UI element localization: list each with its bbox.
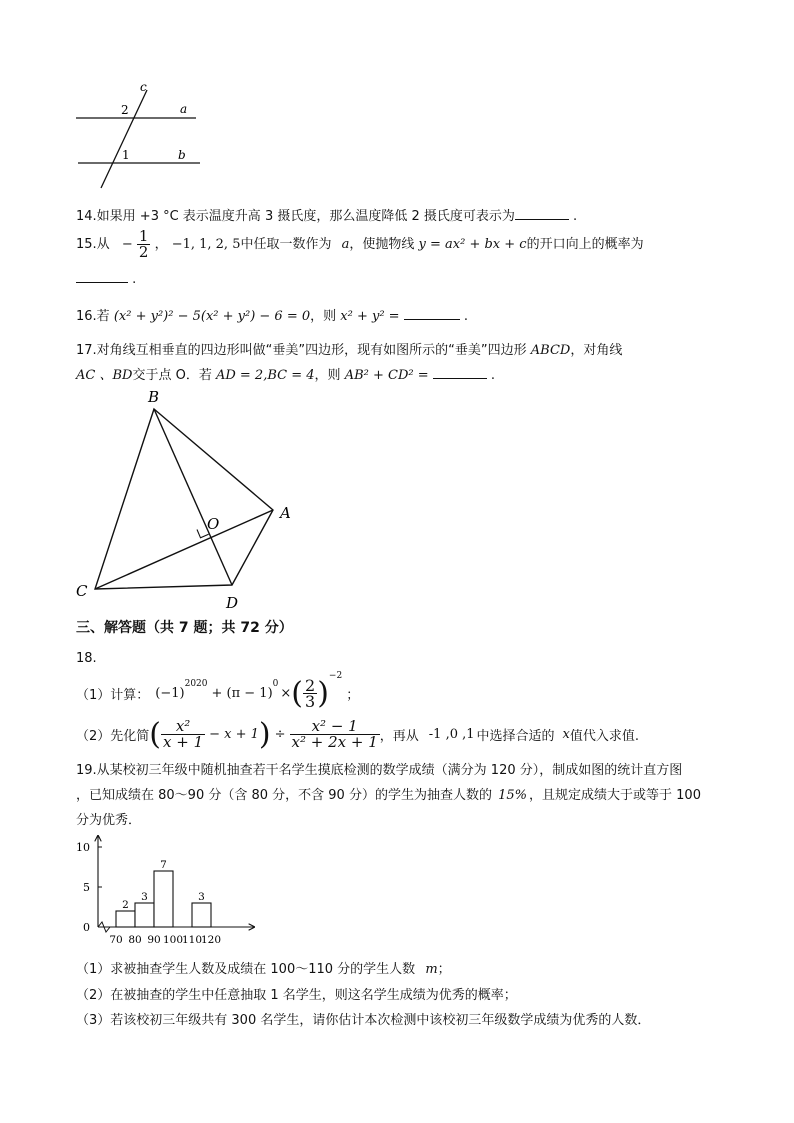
label-angle-1: 1 [122, 148, 130, 162]
label-b: b [178, 148, 186, 162]
q18-p1-end: ； [346, 687, 360, 703]
q18-p2-rest: − x + 1 [209, 726, 259, 742]
q18-p2-label: （2）先化简 [76, 728, 150, 744]
q17-bc: ,BC = 4 [263, 368, 315, 383]
q19-sub1-end: ； [437, 962, 451, 977]
q18-p1-frac-den: 3 [305, 691, 316, 711]
section-3-title: 三、解答题（共 7 题；共 72 分） [76, 620, 293, 636]
q18-number: 18. [76, 651, 97, 666]
bar-label-110-120: 3 [198, 891, 205, 903]
q17-diagonals: AC 、BD [76, 368, 133, 383]
q18-p1-exp1: 2020 [184, 679, 208, 689]
q17-line2-text: 交于点 O．若 [132, 368, 212, 383]
q19-sub-1 [76, 958, 451, 977]
q16-mid: ，则 [310, 309, 337, 324]
q18-p2-x: x [562, 726, 570, 742]
q16-target: x² + y² = [340, 309, 400, 324]
q17-quad: ABCD [530, 343, 571, 358]
quadrilateral-figure [66, 382, 306, 614]
q14-answer-blank[interactable] [515, 207, 569, 220]
q19-line-1: 19.从某校初三年级中随机抽查若干名学生摸底检测的数学成绩（满分为 120 分），制成如图的统计直方图 [76, 763, 683, 778]
q18-p2-fraction-2 [290, 716, 380, 751]
question-17-line-2 [76, 364, 495, 383]
question-14 [76, 205, 577, 224]
x-tick-label-120: 120 [200, 934, 222, 946]
q16-answer-blank[interactable] [404, 307, 460, 320]
q15-prefix: 15.从 [76, 237, 110, 252]
q19-line-3: 分为优秀． [76, 813, 142, 828]
q19-percent: 15% [498, 788, 528, 803]
q18-p1-rparen: ) [317, 675, 329, 711]
parallel-lines-figure [60, 78, 220, 190]
x-tick-label-110: 110 [181, 934, 203, 946]
bar-label-90-100: 7 [160, 859, 167, 871]
x-tick-label-80: 80 [128, 934, 142, 946]
q18-p2-f1-num: x² [161, 719, 205, 735]
q19-sub-2: （2）在被抽查的学生中任意抽取 1 名学生，则这名学生成绩为优秀的概率； [76, 988, 517, 1003]
q18-p2-tail-b: 中选择合适的 [476, 728, 555, 744]
x-tick-label-70: 70 [109, 934, 123, 946]
q15-suffix: 的开口向上的概率为 [526, 237, 644, 252]
q18-p2-f2-den: x² + 2x + 1 [291, 732, 378, 751]
q14-text: 14.如果用 +3 °C 表示温度升高 3 摄氏度，那么温度降低 2 摄氏度可表示为 [76, 209, 515, 224]
q15-frac-den: 2 [138, 243, 149, 261]
q18-part-2 [76, 712, 639, 756]
bar-90-100 [154, 871, 173, 927]
q18-p1-exp2: 0 [272, 679, 279, 689]
q18-part-1 [76, 671, 359, 715]
q18-p2-f1-den: x + 1 [163, 732, 204, 751]
label-a: a [180, 102, 188, 116]
bar-110-120 [192, 903, 211, 927]
q15-end: . [132, 272, 137, 287]
q16-end: . [463, 309, 468, 324]
bar-label-80-90: 3 [141, 891, 148, 903]
score-histogram [70, 830, 270, 948]
point-o: O [207, 515, 220, 533]
vertex-d: D [226, 594, 239, 612]
q19-line2-text: ，已知成绩在 80～90 分（含 80 分，不含 90 分）的学生为抽查人数的 [76, 788, 492, 803]
q15-parabola: y = ax² + bx + c [418, 237, 527, 252]
q18-p2-lparen: ( [149, 716, 161, 752]
q18-p2-tail-a: ，再从 [379, 728, 419, 744]
bar-80-90 [135, 903, 154, 927]
q19-sub-3: （3）若该校初三年级共有 300 名学生，请你估计本次检测中该校初三年级数学成绩为优秀的人数． [76, 1013, 651, 1028]
q18-p2-f2-num: x² − 1 [290, 719, 380, 735]
q15-minus: − [121, 237, 133, 252]
q16-equation: (x² + y²)² − 5(x² + y²) − 6 = 0 [113, 309, 311, 324]
y-tick-label-5: 5 [83, 881, 90, 894]
q17-end: . [490, 368, 496, 383]
q18-p1-label: （1）计算： [76, 687, 150, 703]
q18-p2-fraction-1 [161, 716, 205, 751]
q18-p1-frac-num: 2 [305, 675, 316, 695]
bar-70-80 [116, 911, 135, 927]
quad-outline [95, 409, 273, 589]
q15-mid: ，使抛物线 [349, 237, 415, 252]
question-16 [76, 305, 468, 324]
q14-end: . [573, 209, 578, 224]
q17-line1-end: ，对角线 [570, 343, 623, 358]
q18-p2-rparen: ) [258, 716, 271, 752]
q18-p1-exp3: −2 [328, 671, 343, 681]
q18-p2-values: -1 ,0 ,1 [428, 726, 475, 742]
q17-line2-then: ，则 [314, 368, 341, 383]
q19-sub1-m: m [425, 962, 438, 977]
q18-p1-lparen: ( [291, 675, 303, 711]
vertex-b: B [148, 388, 160, 406]
label-angle-2: 2 [121, 103, 129, 117]
vertex-a: A [280, 504, 291, 522]
question-17-line-1 [76, 339, 622, 358]
q18-p2-tail-c: 值代入求值. [569, 728, 640, 744]
q15-answer-line [76, 270, 136, 287]
q19-line-2 [76, 784, 701, 803]
q17-answer-blank[interactable] [433, 366, 487, 379]
q18-p2-div: ÷ [274, 726, 286, 742]
q18-p1-fraction [303, 675, 317, 711]
diagonal-bd [154, 409, 232, 585]
q19-sub1-text: （1）求被抽查学生人数及成绩在 100～110 分的学生人数 [76, 962, 416, 977]
q15-frac-num: 1 [138, 227, 149, 245]
q18-p1-times: × [280, 685, 292, 701]
y-tick-label-0: 0 [83, 921, 90, 934]
x-tick-label-100: 100 [162, 934, 184, 946]
q15-items: ， −1, 1, 2, 5中任取一数作为 [154, 237, 332, 252]
q17-ad: AD = 2 [215, 368, 264, 383]
y-tick-label-10: 10 [76, 841, 90, 854]
q17-line1-text: 17.对角线互相垂直的四边形叫做“垂美”四边形，现有如图所示的“垂美”四边形 [76, 343, 527, 358]
bar-label-70-80: 2 [122, 899, 129, 911]
q19-line2-end: ，且规定成绩大于或等于 100 [529, 788, 701, 803]
diagonal-ac [95, 510, 273, 589]
q16-prefix: 16.若 [76, 309, 110, 324]
q15-fraction [137, 229, 151, 260]
q15-var-a: a [341, 237, 350, 252]
q15-answer-blank[interactable] [76, 270, 128, 283]
q18-p1-expr-a: (−1) [155, 685, 185, 701]
q18-p1-expr-b: + (π − 1) [211, 685, 273, 701]
q17-target: AB² + CD² = [344, 368, 429, 383]
label-c: c [140, 80, 147, 94]
x-tick-label-90: 90 [147, 934, 161, 946]
vertex-c: C [76, 582, 88, 600]
question-15 [76, 229, 644, 260]
